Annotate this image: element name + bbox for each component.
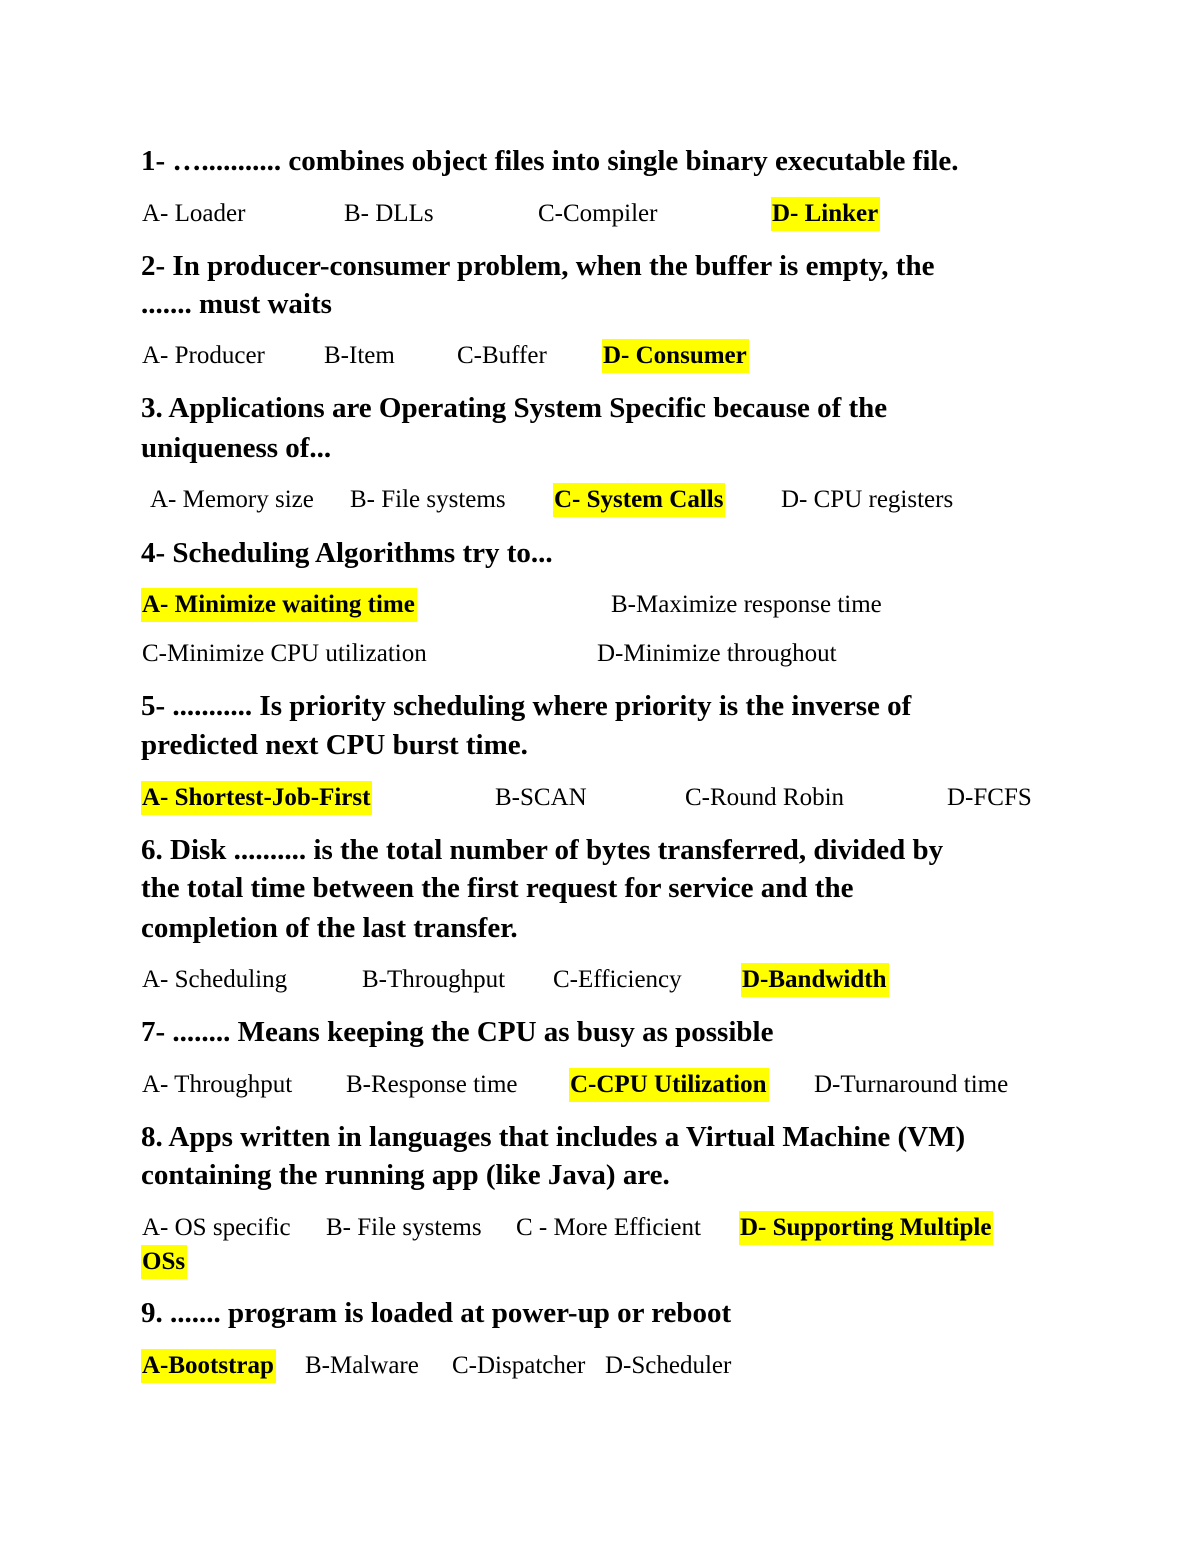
question-4-option-a-answer: A- Minimize waiting time [141,588,417,622]
question-5-option-a-answer: A- Shortest-Job-First [141,781,372,815]
question-6-text-line-2: the total time between the first request for service and the [141,872,854,904]
question-8-text-line-1: 8. Apps written in languages that includes a Virtual Machine (VM) [141,1121,966,1153]
question-3-option-c-answer: C- System Calls [553,483,725,517]
question-4-option-d: D-Minimize throughout [597,640,837,667]
question-9-option-a-answer: A-Bootstrap [141,1349,276,1383]
question-6-option-d-answer: D-Bandwidth [741,963,889,997]
question-7-option-b: B-Response time [346,1071,518,1098]
question-2-text-line-2: ....... must waits [141,288,332,320]
question-8-option-c: C - More Efficient [516,1214,701,1241]
question-1-text: 1- …........... combines object files into single binary executable file. [141,145,959,177]
question-7-option-a: A- Throughput [142,1071,293,1098]
question-3-text-line-2: uniqueness of... [141,432,332,464]
question-8-option-b: B- File systems [326,1214,482,1241]
question-2-option-d-answer: D- Consumer [602,339,749,373]
question-1-option-b: B- DLLs [344,200,434,227]
question-5-option-b: B-SCAN [495,784,587,811]
question-5-text-line-1: 5- ........... Is priority scheduling where priority is the inverse of [141,690,912,722]
question-5-option-c: C-Round Robin [685,784,845,811]
question-6-text-line-3: completion of the last transfer. [141,912,518,944]
question-9-option-d: D-Scheduler [605,1352,732,1379]
question-4-option-c: C-Minimize CPU utilization [142,640,427,667]
question-1-option-d-answer: D- Linker [771,197,880,231]
question-6-option-a: A- Scheduling [142,966,288,993]
question-6-text-line-1: 6. Disk .......... is the total number of bytes transferred, divided by [141,834,944,866]
question-7-option-c-answer: C-CPU Utilization [569,1068,769,1102]
question-8-option-d-answer: D- Supporting Multiple [739,1211,993,1245]
question-4-option-b: B-Maximize response time [611,591,882,618]
question-2-option-a: A- Producer [142,342,265,369]
question-2-option-c: C-Buffer [457,342,547,369]
question-5-option-d: D-FCFS [947,784,1032,811]
question-3-option-a: A- Memory size [150,486,314,513]
question-1-option-c: C-Compiler [538,200,658,227]
question-9-option-b: B-Malware [305,1352,419,1379]
question-8-option-d-answer-continued: OSs [141,1245,187,1279]
question-8-option-a: A- OS specific [142,1214,291,1241]
question-6-option-c: C-Efficiency [553,966,682,993]
question-2-text-line-1: 2- In producer-consumer problem, when the buffer is empty, the [141,250,935,282]
question-7-option-d: D-Turnaround time [814,1071,1009,1098]
question-9-text: 9. ....... program is loaded at power-up or reboot [141,1297,732,1329]
question-3-option-d: D- CPU registers [781,486,954,513]
question-4-text: 4- Scheduling Algorithms try to... [141,537,553,569]
question-3-option-b: B- File systems [350,486,506,513]
question-2-option-b: B-Item [324,342,395,369]
question-8-text-line-2: containing the running app (like Java) are. [141,1159,670,1191]
question-6-option-b: B-Throughput [362,966,506,993]
question-5-text-line-2: predicted next CPU burst time. [141,729,528,761]
question-7-text: 7- ........ Means keeping the CPU as busy as possible [141,1016,774,1048]
question-3-text-line-1: 3. Applications are Operating System Specific because of the [141,392,888,424]
question-9-option-c: C-Dispatcher [452,1352,586,1379]
question-1-option-a: A- Loader [142,200,246,227]
